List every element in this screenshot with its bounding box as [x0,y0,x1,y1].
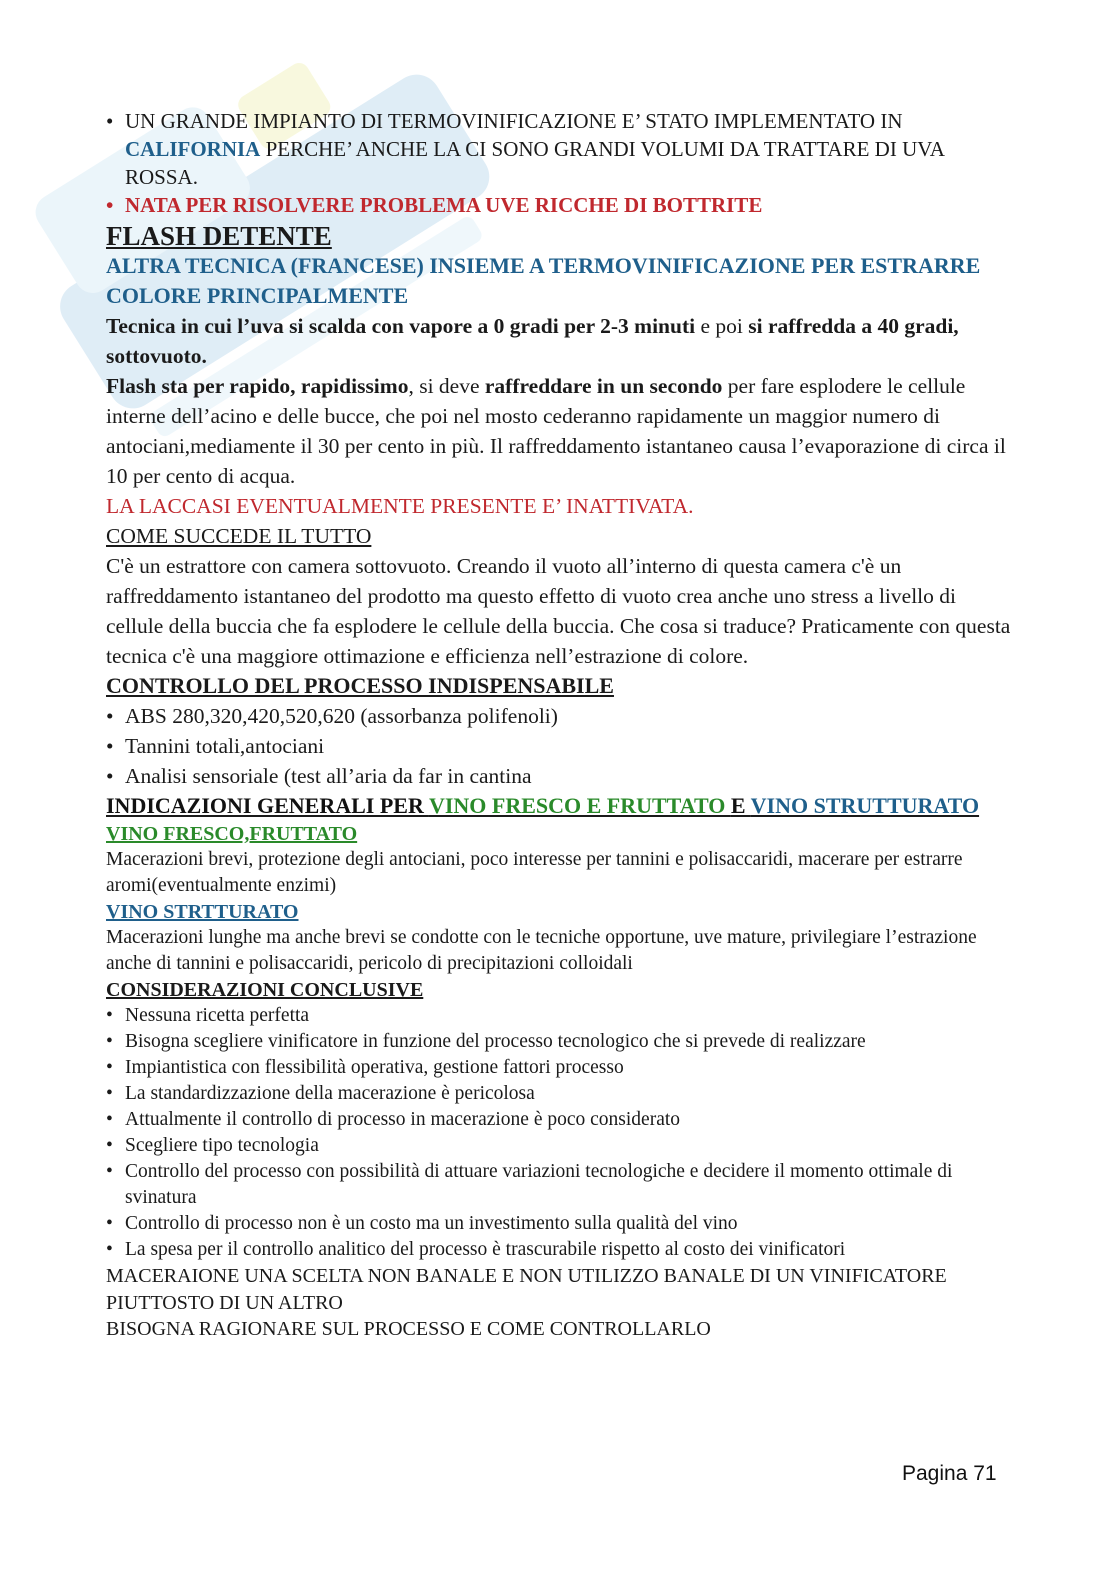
vino-strutturato-text: Macerazioni lunghe ma anche brevi se condotte con le tecniche opportune, uve mature, privilegiare l’estrazione anche di tannini e polisaccaridi, pericolo di precipitazioni colloidali [106,927,977,974]
list-item: • La spesa per il controllo analitico del processo è trascurabile rispetto al costo dei vinificatori [106,1237,1016,1263]
intro-bullets [106,107,1016,219]
list-item: • La standardizzazione della macerazione è pericolosa [106,1081,1016,1107]
page-content [106,107,1016,1343]
vino-fresco-title: VINO FRESCO,FRUTTATO [106,823,358,845]
list-item: • Controllo di processo non è un costo ma un investimento sulla qualità del vino [106,1211,1016,1237]
come-succede-text: C'è un estrattore con camera sottovuoto. Creando il vuoto all’interno di questa camera c'è un raffreddamento istantaneo del prodotto ma questo effetto di vuoto crea anche uno stress a livello di cellule della buccia che fa esplodere le cellule della buccia. Che cosa si traduce? Praticamente con questa tecnica c'è una maggiore ottimazione e efficienza nell’estrazione di colore. [106,554,1011,668]
list-item: • Analisi sensoriale (test all’aria da far in cantina [106,761,1016,791]
list-item: • Bisogna scegliere vinificatore in funzione del processo tecnologico che si prevede di realizzare [106,1029,1016,1055]
list-item: • Tannini totali,antociani [106,731,1016,761]
list-item: • Scegliere tipo tecnologia [106,1133,1016,1159]
final-note-2: BISOGNA RAGIONARE SUL PROCESSO E COME CONTROLLARLO [106,1318,711,1340]
indicazioni-title: INDICAZIONI GENERALI PER VINO FRESCO E FRUTTATO E VINO STRUTTURATO [106,793,980,818]
section-title-flash-detente: FLASH DETENTE [106,221,332,251]
california-highlight: CALIFORNIA [125,137,261,161]
come-succede-title: COME SUCCEDE IL TUTTO [106,524,372,548]
list-item: • Attualmente il controllo di processo in macerazione è poco considerato [106,1107,1016,1133]
vino-fresco-text: Macerazioni brevi, protezione degli antociani, poco interesse per tannini e polisaccaridi, macerare per estrarre aromi(eventualmente enzimi) [106,849,963,896]
flash-paragraph-2: Flash sta per rapido, rapidissimo, si deve raffreddare in un secondo per fare esplodere le cellule interne dell’acino e delle bucce, che poi nel mosto cederanno rapidamente un maggior numero di antociani,mediamente il 30 per cento in più. Il raffreddamento istantaneo causa l’evaporazione di circa il 10 per cento di acqua. [106,374,1006,488]
list-item: • UN GRANDE IMPIANTO DI TERMOVINIFICAZIONE E’ STATO IMPLEMENTATO IN CALIFORNIA PERCHE’ ANCHE LA CI SONO GRANDI VOLUMI DA TRATTARE DI UVA ROSSA. [106,107,1016,191]
list-item: • Nessuna ricetta perfetta [106,1003,1016,1029]
list-item: • Controllo del processo con possibilità di attuare variazioni tecnologiche e decidere il momento ottimale di svinatura [106,1159,1016,1211]
page-number: Pagina 71 [902,1462,997,1485]
laccasi-note: LA LACCASI EVENTUALMENTE PRESENTE E’ INATTIVATA. [106,494,694,518]
controllo-list [106,701,1016,791]
list-item: • NATA PER RISOLVERE PROBLEMA UVE RICCHE DI BOTTRITE [106,191,1016,219]
list-item: • Impiantistica con flessibilità operativa, gestione fattori processo [106,1055,1016,1081]
considerazioni-title: CONSIDERAZIONI CONCLUSIVE [106,979,424,1001]
final-note-1: MACERAIONE UNA SCELTA NON BANALE E NON UTILIZZO BANALE DI UN VINIFICATORE PIUTTOSTO DI UN ALTRO [106,1265,947,1314]
considerazioni-list [106,1003,1016,1263]
controllo-title: CONTROLLO DEL PROCESSO INDISPENSABILE [106,673,614,698]
flash-paragraph-1: Tecnica in cui l’uva si scalda con vapore a 0 gradi per 2-3 minuti e poi si raffredda a 40 gradi, sottovuoto. [106,314,959,368]
list-item: • ABS 280,320,420,520,620 (assorbanza polifenoli) [106,701,1016,731]
flash-subtitle: ALTRA TECNICA (FRANCESE) INSIEME A TERMOVINIFICAZIONE PER ESTRARRE COLORE PRINCIPALMENTE [106,253,981,308]
vino-strutturato-title: VINO STRTTURATO [106,901,299,923]
